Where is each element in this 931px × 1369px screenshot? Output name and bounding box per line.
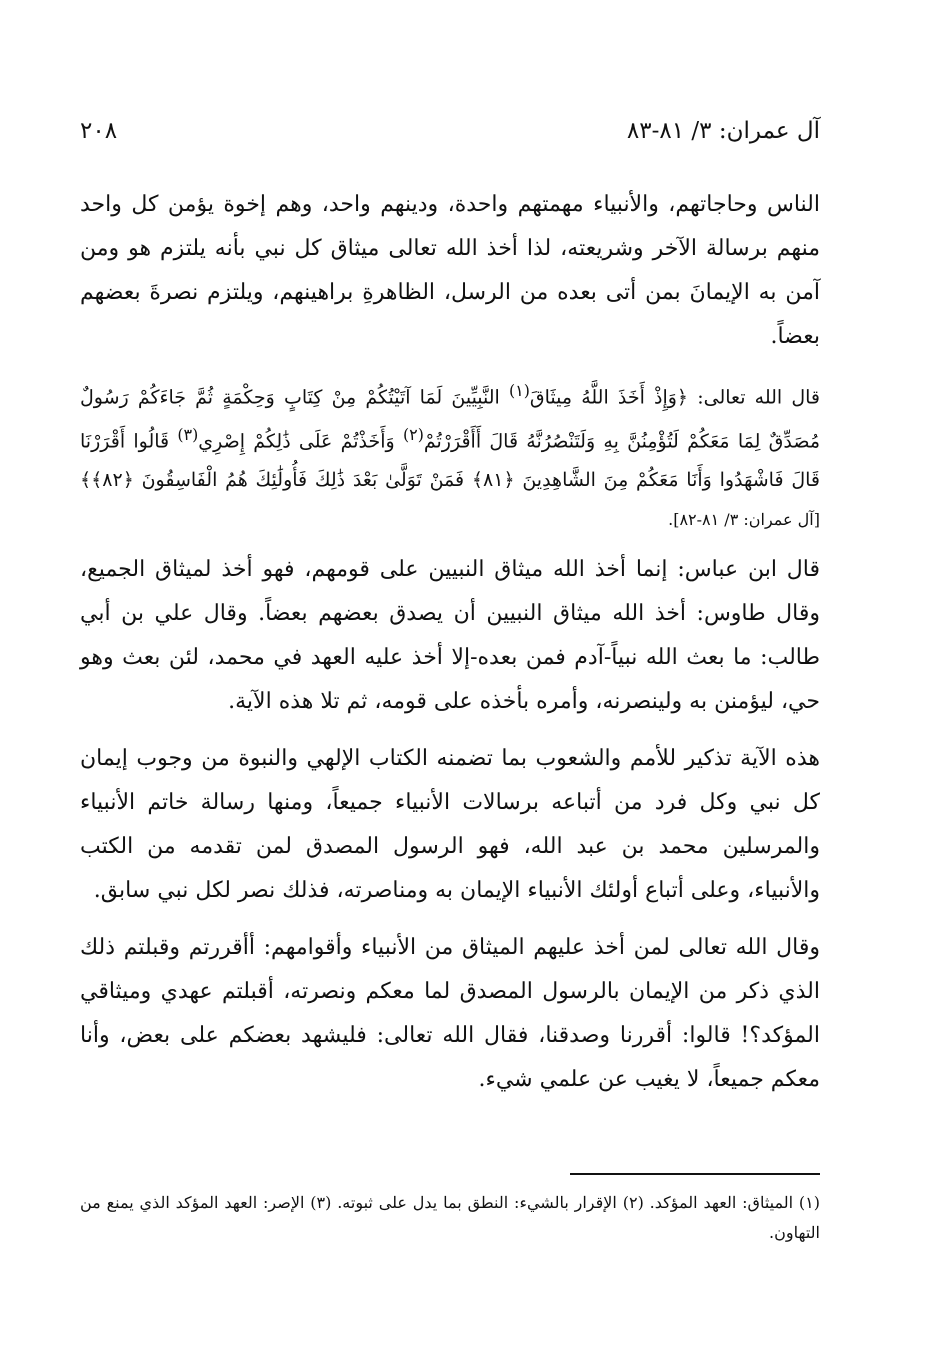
paragraph-1: الناس وحاجاتهم، والأنبياء مهمتهم واحدة، ودينهم واحد، وهم إخوة يؤمن كل واحد منهم برسالة الآخر وشريعته، لذا أخذ الله تعالى ميثاق كل نبي بأنه يلتزم هو ومن آمن به الإيمانَ بمن أتى بعده من الرسل، الظاهرةِ براهينهم، ويلتزم نصرةَ بعضهم بعضاً.	[80, 192, 820, 349]
ayah-text-3: قَالُوا أَقْرَرْنَا قَالَ فَاشْهَدُوا وَأَنَا مَعَكُمْ مِنَ الشَّاهِدِينَ ﴿٨١﴾ فَمَنْ تَوَلَّىٰ بَعْدَ ذَٰلِكَ فَأُولَٰئِكَ هُمُ الْفَاسِقُونَ ﴿٨٢﴾﴾	[80, 430, 820, 491]
footnote-marker-3: (٣)	[177, 425, 199, 445]
paragraph-5: وقال الله تعالى لمن أخذ عليهم الميثاق من الأنبياء وأقوامهم: أأقررتم وقبلتم ذلك الذي ذكر من الإيمان بالرسول المصدق لما معكم ونصرته، أقبلتم عهدي وميثاقي المؤكد؟! قالوا: أقررنا وصدقنا، فقال الله تعالى: فليشهد بعضكم على بعض، وأنا معكم جميعاً، لا يغيب عن علمي شيء.	[80, 934, 820, 1092]
footnote-marker-2: (٢)	[402, 425, 424, 445]
body-text	[80, 183, 820, 1115]
surah-reference: [آل عمران: ٣/ ٨١-٨٢].	[668, 509, 820, 529]
footnote-separator	[570, 1173, 820, 1175]
footnotes: (١) الميثاق: العهد المؤكد. (٢) الإقرار بالشيء: النطق بما يدل على ثبوته. (٣) الإصر: العهد المؤكد الذي يمنع من التهاون.	[80, 1193, 821, 1242]
page-header	[80, 118, 820, 158]
footnote-marker-1: (١)	[508, 381, 530, 400]
ayah-text-2: وَأَخَذْتُمْ عَلَى ذَٰلِكُمْ إِصْرِي	[198, 430, 403, 453]
paragraph-3: قال ابن عباس: إنما أخذ الله ميثاق النبيين على قومهم، فهو أخذ لميثاق الجميع، وقال طاوس: أخذ الله ميثاق النبيين أن يصدق بعضهم بعضاً. وقال علي بن أبي طالب: ما بعث الله نبياً-آدم فمن بعده-إلا أخذ عليه العهد في محمد، لئن بعث وهو حي، ليؤمنن به ولينصرنه، وأمره بأخذه على قومه، ثم تلا هذه الآية.	[80, 556, 821, 714]
ayah-text-1: النَّبِيِّينَ لَمَا آتَيْتُكُمْ مِنْ كِتَابٍ وَحِكْمَةٍ ثُمَّ جَاءَكُمْ رَسُولٌ مُصَدِّقٌ لِمَا مَعَكُمْ لَتُؤْمِنُنَّ بِهِ وَلَتَنْصُرُنَّهُ قَالَ أَأَقْرَرْتُمْ	[80, 386, 820, 453]
quran-citation-paragraph	[80, 372, 820, 539]
running-title: آل عمران: ٣/ ٨١-٨٣	[626, 118, 820, 144]
citation-intro: قال الله تعالى: ﴿وَإِذْ أَخَذَ اللَّهُ مِيثَاقَ	[529, 386, 820, 409]
paragraph-4: هذه الآية تذكير للأمم والشعوب بما تضمنه الكتاب الإلهي والنبوة من وجوب إيمان كل نبي وكل فرد من أتباعه برسالات الأنبياء جميعاً، ومنها رسالة خاتم الأنبياء والمرسلين محمد بن عبد الله، فهو الرسول المصدق لمن تقدمه من الكتب والأنبياء، وعلى أتباع أولئك الأنبياء الإيمان به ومناصرته، فذلك نصر لكل نبي سابق.	[80, 745, 820, 903]
page-number: ٢٠٨	[80, 118, 118, 144]
